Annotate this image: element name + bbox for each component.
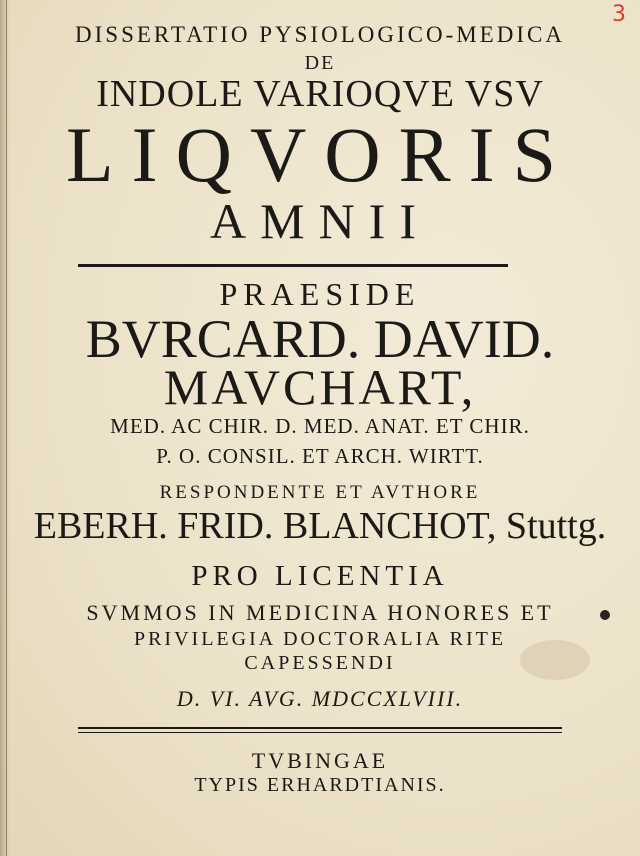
purpose-line-4: CAPESSENDI [244,652,396,674]
purpose-line-3: PRIVILEGIA DOCTORALIA RITE [133,628,507,650]
divider-rule-top [78,264,508,267]
title-line-1: DISSERTATIO PYSIOLOGICO-MEDICA [75,22,565,47]
praeses-title-line-1: MED. AC CHIR. D. MED. ANAT. ET CHIR. [110,414,530,438]
imprint-printer: TYPIS ERHARDTIANIS. [194,774,446,796]
title-line-2: DE [304,52,336,74]
purpose-line-1: PRO LICENTIA [191,560,449,592]
divider-rule-bottom-2 [78,732,562,733]
praeses-title-line-2: P. O. CONSIL. ET ARCH. WIRTT. [156,444,484,468]
praeses-name-line-2: MAVCHART, [163,359,477,415]
title-line-3: INDOLE VARIOQVE VSV [96,73,544,115]
purpose-line-2: SVMMOS IN MEDICINA HONORES ET [86,600,554,625]
title-line-4: LIQVORIS [66,111,574,198]
praeses-name-line-1: BVRCARD. DAVID. [85,309,555,369]
respondens-label: RESPONDENTE ET AVTHORE [159,482,481,503]
praeses-label: PRAESIDE [219,276,421,312]
folio-number: 3 [612,2,626,27]
dissertation-date: D. VI. AVG. MDCCXLVIII. [176,686,464,711]
divider-rule-bottom-1 [78,727,562,729]
respondens-name: EBERH. FRID. BLANCHOT, Stuttg. [33,505,607,547]
title-line-5: AMNII [210,193,430,249]
imprint-city: TVBINGAE [251,748,389,773]
